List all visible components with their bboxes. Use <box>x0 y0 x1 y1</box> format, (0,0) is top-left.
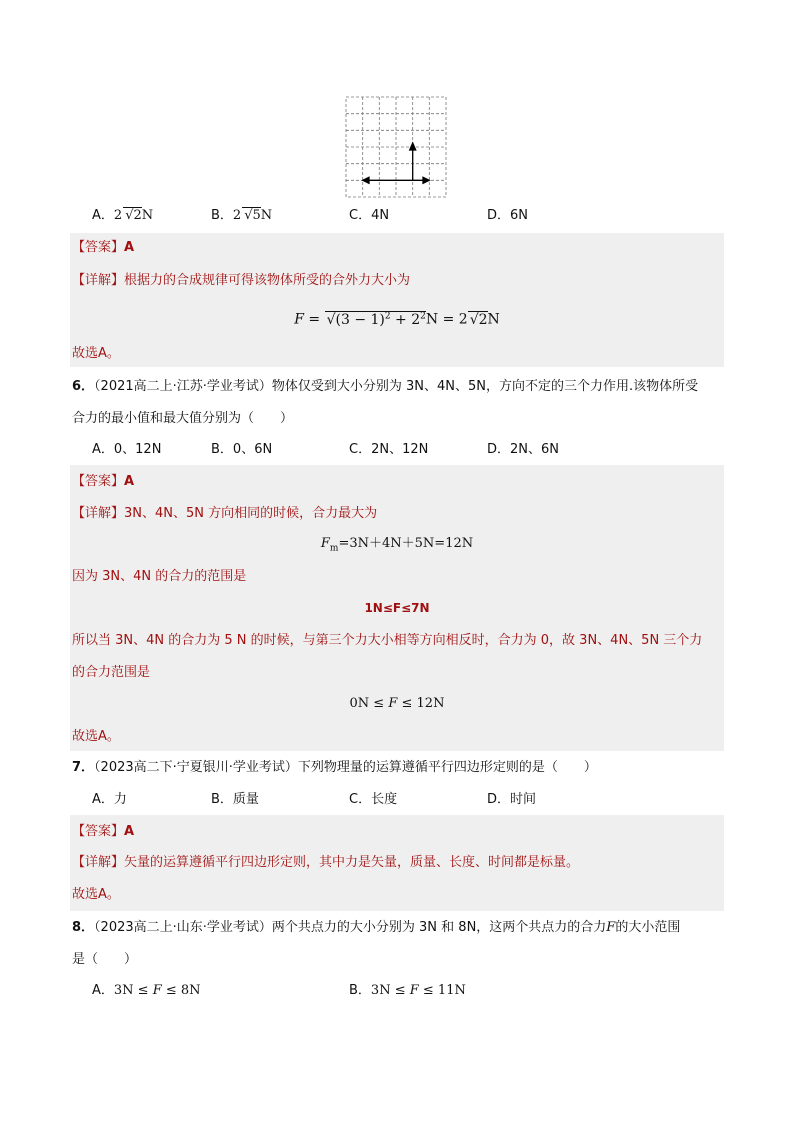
force-grid-figure <box>345 96 447 198</box>
q7-answer: 【答案】A <box>72 824 135 839</box>
q5-conclusion: 故选A。 <box>72 346 120 361</box>
q5-option-a: A．2 √2N <box>92 208 154 223</box>
q6-range-intro: 因为 3N、4N 的合力的范围是 <box>72 569 247 584</box>
q5-detail: 【详解】根据力的合成规律可得该物体所受的合外力大小为 <box>72 273 411 288</box>
q8-option-a: A．3N ≤ F ≤ 8N <box>92 983 201 998</box>
q8-option-b: B．3N ≤ F ≤ 11N <box>349 983 466 998</box>
q7-conclusion: 故选A。 <box>72 887 120 902</box>
q8-stem: 8．（2023高二上·山东·学业考试）两个共点力的大小分别为 3N 和 8N，这两个共点力的合力F的大小范围 是（ ） <box>72 920 681 967</box>
q6-option-b: B．0、6N <box>211 442 273 457</box>
q7-stem: 7．（2023高二下·宁夏银川·学业考试）下列物理量的运算遵循平行四边形定则的是（ ） <box>72 760 597 775</box>
q6-option-d: D．2N、6N <box>487 442 560 457</box>
q6-formula-range: 1N≤F≤7N <box>364 601 430 615</box>
q7-option-d: D．时间 <box>487 792 537 807</box>
q6-stem: 6．（2021高二上·江苏·学业考试）物体仅受到大小分别为 3N、4N、5N，方向不定的三个力作用.该物体所受 合力的最小值和最大值分别为（ ） <box>72 379 699 426</box>
q5-option-d: D．6N <box>487 208 529 223</box>
q6-detail: 【详解】3N、4N、5N 方向相同的时候，合力最大为 <box>72 506 378 521</box>
q5-option-c: C．4N <box>349 208 390 223</box>
q7-option-b: B．质量 <box>211 792 259 807</box>
q7-option-a: A．力 <box>92 792 127 807</box>
q6-explain-line1: 所以当 3N、4N 的合力为 5 N 的时候，与第三个力大小相等方向相反时，合力为 0，故 3N、4N、5N 三个力 <box>72 633 703 648</box>
q7-detail: 【详解】矢量的运算遵循平行四边形定则，其中力是矢量，质量、长度、时间都是标量。 <box>72 855 580 870</box>
q5-answer-block <box>70 233 724 367</box>
q6-answer: 【答案】A <box>72 474 135 489</box>
q5-formula: $F = √(3 - 1)^2 + 2^2N = 2$ √2N <box>294 311 500 328</box>
q6-option-c: C．2N、12N <box>349 442 429 457</box>
q6-explain-line2: 的合力范围是 <box>72 665 151 680</box>
q5-answer: 【答案】A <box>72 240 135 255</box>
q5-option-b: B．2 √5N <box>211 208 273 223</box>
q6-formula-total: 0N ≤ F ≤ 12N <box>349 696 445 711</box>
q6-conclusion: 故选A。 <box>72 729 120 744</box>
q6-option-a: A．0、12N <box>92 442 162 457</box>
q6-formula-max: $F_m=3N+4N+5N=12N$ <box>320 536 474 554</box>
q7-option-c: C．长度 <box>349 792 398 807</box>
